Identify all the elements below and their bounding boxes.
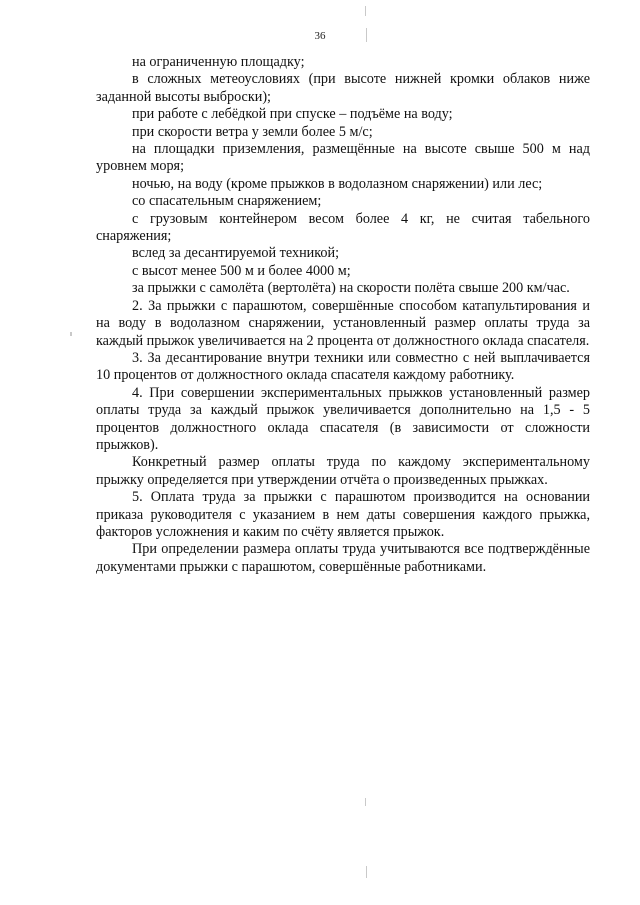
paragraph-final: При определении размера оплаты труда учитываются все подтверждённые документами прыжки с парашютом, совершённые работниками. xyxy=(96,541,590,575)
list-item: на ограниченную площадку; xyxy=(132,54,305,70)
list-item: при работе с лебёдкой при спуске – подъёме на воду; xyxy=(132,106,453,123)
list-item: на площадки приземления, размещённые на высоте свыше 500 м над уровнем моря; xyxy=(96,141,590,175)
paragraph-2: 2. За прыжки с парашютом, совершённые способом катапультирования и на воду в водолазном снаряжении, установленный размер оплаты труда за каждый прыжок увеличивается на 2 процента от должностного оклада спасателя. xyxy=(96,297,590,349)
list-item: ночью, на воду (кроме прыжков в водолазном снаряжении) или лес; xyxy=(132,175,543,192)
list-item: в сложных метеоусловиях (при высоте нижней кромки облаков ниже заданной высоты выброски); xyxy=(96,71,590,105)
scan-artifact xyxy=(70,332,72,336)
paragraph-4: 4. При совершении экспериментальных прыжков установленный размер оплаты труда за каждый прыжок увеличивается дополнительно на 1,5 - 5 процентов должностного оклада спасателя (в зависимости от сложности прыжков). xyxy=(96,384,590,453)
paragraph-5: 5. Оплата труда за прыжки с парашютом производится на основании приказа руководителя с указанием в нем даты совершения каждого прыжка, факторов усложнения и каким по счёту является прыжок. xyxy=(96,489,590,540)
paragraph-4-continued: Конкретный размер оплаты труда по каждому экспериментальному прыжку определяется при утверждении отчёта о произведенных прыжках. xyxy=(96,454,590,488)
list-item: при скорости ветра у земли более 5 м/с; xyxy=(132,123,373,140)
scan-artifact xyxy=(366,866,367,878)
list-item: за прыжки с самолёта (вертолёта) на скорости полёта свыше 200 км/час. xyxy=(132,280,570,297)
scan-artifact xyxy=(365,798,366,806)
document-body xyxy=(96,54,590,576)
list-item: вслед за десантируемой техникой; xyxy=(132,245,340,262)
scan-artifact xyxy=(366,28,367,42)
paragraph-3: 3. За десантирование внутри техники или совместно с ней выплачивается 10 процентов от должностного оклада спасателя каждому работнику. xyxy=(96,349,590,384)
list-item: с высот менее 500 м и более 4000 м; xyxy=(132,262,351,279)
list-item: с грузовым контейнером весом более 4 кг, не считая табельного снаряжения; xyxy=(96,210,590,245)
list-item: со спасательным снаряжением; xyxy=(132,193,322,210)
page-number: 36 xyxy=(314,30,326,42)
scan-artifact xyxy=(365,6,366,16)
